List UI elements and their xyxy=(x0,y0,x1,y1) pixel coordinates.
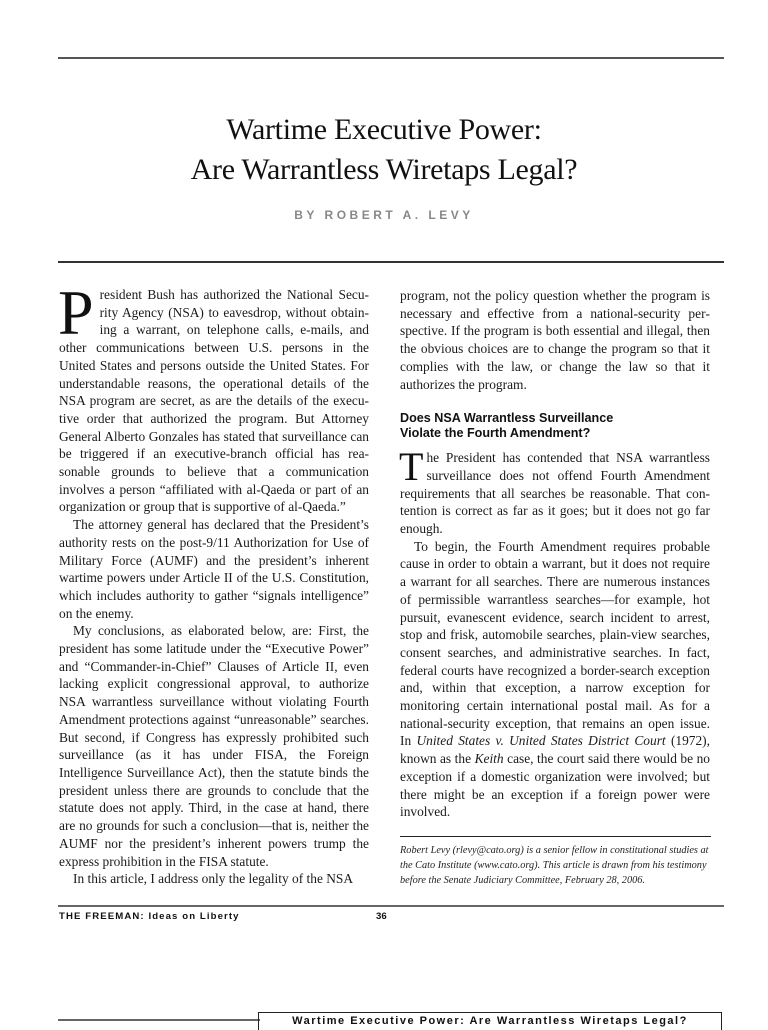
drop-cap: T xyxy=(399,444,424,490)
next-page-rule xyxy=(58,1019,260,1021)
section-heading xyxy=(400,411,710,441)
author-bio: Robert Levy (rlevy@cato.org) is a senior fellow in constitutional studies at the Cato Institute (www.cato.org). This article is drawn from his testimony before the Senate Judiciary Committee, February 28, 2006. xyxy=(400,845,709,886)
paragraph-2: The attorney general has declared that the President’s authority rests on the post-9/11 Authorization for Use of Military Force (AUMF) and the president’s inherent wartime powers under Article II of the U.S. Constitution, which includes authority to gather “signals intelligence” on the enemy. xyxy=(59,517,369,621)
case-name: United States v. United States District Court xyxy=(416,733,666,749)
right-column xyxy=(400,287,710,821)
drop-cap: P xyxy=(58,277,94,348)
paragraph-1-text: resident Bush has authorized the National Security Agency (NSA) to eavesdrop, without obtaining a warrant, on telephone calls, e-mails, and other communications between U.S. persons in the United States and persons outside the United States. For understandable reasons, the operational details of the NSA program are secret, as are the details of the executive order that authorized the program. But Attorney General Alberto Gonzales has stated that surveillance can be triggered if an executive-branch official has reasonable grounds to believe that a communication involves a person “affiliated with al-Qaeda or part of an organization or group that is supportive of al-Qaeda.” xyxy=(59,287,369,515)
paragraph-4: In this article, I address only the legality of the NSA xyxy=(73,871,354,887)
section-paragraph-2 xyxy=(400,538,710,821)
text-run: case, the court said there would be no exception if a domestic organization were involved; but there might be an exception if a foreign power were involved. xyxy=(400,751,710,820)
section-paragraph-1 xyxy=(399,444,710,538)
paragraph-3: My conclusions, as elaborated below, are: First, the president has some latitude under the “Executive Power” and “Commander-in-Chief” Clauses of Article II, even lacking explicit congressional approval, to authorize NSA warrantless surveillance without violating Fourth Amendment protections against “unreasonable” searches. But second, if Congress has expressly prohibited such surveillance (as it has under FISA, the Foreign Intelligence Surveillance Act), then the statute binds the president unless there are grounds to conclude that the statute does not apply. Third, in the case at hand, there are no grounds for such a conclusion—that is, neither the AUMF nor the president’s inherent powers trump the express prohibition in the FISA statute. xyxy=(59,623,369,869)
keith-case: Keith xyxy=(474,751,504,767)
byline: BY ROBERT A. LEVY xyxy=(294,208,474,222)
paragraph-continued: program, not the policy question whether the program is necessary and effective from a national-security perspective. If the program is both essential and illegal, then the obvious choices are to change the program so that it complies with the law, or change the law so that it authorizes the program. xyxy=(400,288,710,392)
paragraph-1 xyxy=(58,277,369,516)
left-column xyxy=(58,277,369,888)
footer-rule xyxy=(58,905,724,907)
page-number: 36 xyxy=(376,911,387,922)
article-title xyxy=(0,110,768,190)
text-run: To begin, the Fourth Amendment requires probable cause in order to obtain a warrant, but it does not require a warrant for all searches. There are numerous instances of permissible warrantless searches—for example, hot pursuit, evanescent evidence, search incident to arrest, stop and frisk, automobile searches, plain-view searches, consent searches, and administrative searches. In fact, federal courts have recognized a border-search exception and, within that exception, a narrow exception for monitoring certain international postal mail. As for a national-security exception, that remains an open issue. In xyxy=(400,538,710,749)
top-rule xyxy=(58,57,724,59)
section-heading-line-1: Does NSA Warrantless Surveillance xyxy=(400,411,614,426)
section-paragraph-1-text: he President has contended that NSA warrantless surveillance does not offend Fourth Amendment requirements that all searches be reasonable. That contention is correct as far as it goes; but it does not go far enough. xyxy=(400,450,710,537)
section-heading-line-2: Violate the Fourth Amendment? xyxy=(400,426,591,441)
title-separator-rule xyxy=(58,261,724,263)
title-line-1: Wartime Executive Power: xyxy=(226,113,542,146)
publication-name: THE FREEMAN: Ideas on Liberty xyxy=(59,911,240,922)
text-run: (1972), known as the xyxy=(400,733,710,767)
next-page-running-header: Wartime Executive Power: Are Warrantless Wiretaps Legal? xyxy=(258,1012,722,1030)
bio-rule xyxy=(400,836,711,837)
title-line-2: Are Warrantless Wiretaps Legal? xyxy=(190,153,578,186)
